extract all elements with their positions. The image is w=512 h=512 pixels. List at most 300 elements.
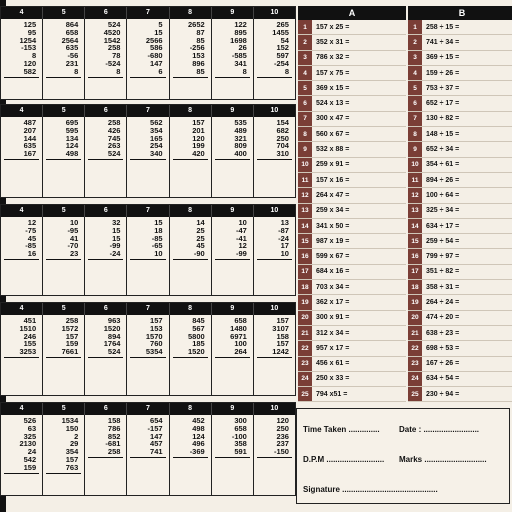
question-row[interactable]: [298, 35, 406, 50]
question-row[interactable]: [408, 20, 512, 35]
answer-space[interactable]: [85, 358, 126, 370]
question-text: 638 ÷ 23 =: [426, 329, 460, 337]
problem-number: 12: [27, 218, 37, 227]
question-row[interactable]: [408, 326, 512, 341]
problem-number: 157: [150, 316, 163, 325]
question-text: 358 ÷ 31 =: [426, 283, 460, 291]
problem-section: [0, 302, 296, 396]
problem-number: 457: [150, 439, 163, 449]
problem-column: [212, 315, 254, 395]
answer-space[interactable]: [170, 160, 211, 172]
problem-number: 32: [112, 218, 121, 227]
answer-space[interactable]: [1, 160, 42, 172]
question-row[interactable]: [298, 311, 406, 326]
problem-number: 1510: [19, 323, 37, 333]
question-row[interactable]: [298, 188, 406, 203]
answer-space[interactable]: [127, 160, 168, 172]
question-text: 157 x 16 =: [316, 176, 350, 184]
problem-number: 354: [65, 447, 79, 457]
question-index: 7: [298, 112, 312, 126]
question-index: 18: [298, 280, 312, 294]
question-text: 634 ÷ 17 =: [426, 222, 460, 230]
problem-number: -254: [273, 58, 289, 68]
question-text: 352 x 31 =: [316, 38, 350, 46]
problem-number: -256: [189, 43, 205, 53]
problem-number: -47: [236, 225, 247, 235]
problem-number: 246: [23, 331, 37, 341]
problem-number: 3253: [19, 347, 37, 357]
column-number: 5: [43, 105, 85, 117]
problem-number: 157: [192, 118, 205, 127]
question-row[interactable]: [298, 326, 406, 341]
problem-number: 704: [276, 141, 289, 151]
problem-number: 535: [234, 118, 247, 127]
problem-number: -99: [236, 249, 247, 259]
question-row[interactable]: [298, 112, 406, 127]
problem-column: [43, 217, 85, 295]
answer-space[interactable]: [43, 78, 84, 90]
question-row[interactable]: [408, 96, 512, 111]
problem-number: 2: [74, 431, 79, 441]
question-index: 2: [298, 35, 312, 49]
problem-number: 542: [23, 454, 37, 464]
answer-space[interactable]: [127, 358, 168, 370]
question-row[interactable]: [298, 387, 406, 402]
problem-number: 658: [234, 423, 247, 433]
problem-number: 489: [234, 125, 247, 135]
question-row[interactable]: [298, 142, 406, 157]
answer-space[interactable]: [85, 260, 126, 272]
question-row[interactable]: [408, 387, 512, 402]
column-number: 6: [85, 303, 127, 315]
problem-number: -153: [21, 43, 37, 53]
answer-space[interactable]: [127, 260, 168, 272]
question-row[interactable]: [298, 249, 406, 264]
problem-number: 498: [192, 423, 205, 433]
problem-number: -41: [236, 233, 247, 243]
question-index: 23: [408, 357, 422, 371]
question-row[interactable]: [408, 249, 512, 264]
column-a: [298, 6, 406, 402]
problem-number: 6: [158, 66, 163, 76]
question-row[interactable]: [408, 188, 512, 203]
problem-number: 258: [107, 118, 121, 127]
problem-number: 895: [234, 27, 247, 37]
problem-number: 745: [107, 133, 121, 143]
question-text: 684 x 16 =: [316, 268, 350, 276]
problem-number: 582: [23, 66, 37, 76]
problem-number: 682: [276, 125, 289, 135]
problem-column: [43, 415, 85, 495]
answer-space[interactable]: [254, 458, 295, 470]
question-text: 362 x 17 =: [316, 298, 350, 306]
problem-number: 7661: [61, 347, 79, 357]
problem-column: [127, 315, 169, 395]
column-number: 8: [170, 7, 212, 19]
problem-number: 358: [234, 439, 247, 449]
question-row[interactable]: [298, 51, 406, 66]
question-row[interactable]: [298, 96, 406, 111]
answer-space[interactable]: [254, 78, 295, 90]
answer-space[interactable]: [254, 160, 295, 172]
problem-number: -87: [278, 225, 289, 235]
question-row[interactable]: [408, 265, 512, 280]
problem-number: 254: [150, 141, 163, 151]
problem-number: 199: [192, 141, 205, 151]
question-row[interactable]: [298, 219, 406, 234]
problem-number: 864: [65, 20, 79, 29]
question-index: 5: [408, 81, 422, 95]
answer-space[interactable]: [1, 474, 42, 486]
question-index: 3: [298, 51, 312, 65]
question-text: 250 x 33 =: [316, 375, 350, 383]
problem-number: 167: [23, 149, 37, 159]
answer-space[interactable]: [170, 260, 211, 272]
problem-number: 420: [192, 149, 205, 159]
question-row[interactable]: [298, 357, 406, 372]
question-row[interactable]: [298, 20, 406, 35]
question-index: 25: [408, 387, 422, 401]
answer-space[interactable]: [170, 78, 211, 90]
question-index: 17: [408, 265, 422, 279]
question-row[interactable]: [408, 51, 512, 66]
question-text: 652 ÷ 34 =: [426, 146, 460, 154]
question-text: 312 x 34 =: [316, 329, 350, 337]
question-row[interactable]: [408, 341, 512, 356]
problem-number: 95: [27, 27, 37, 37]
problem-number: 85: [196, 35, 205, 45]
problem-number: 13: [280, 218, 289, 227]
question-index: 16: [298, 249, 312, 263]
question-text: 230 ÷ 94 =: [426, 390, 460, 398]
question-text: 599 x 67 =: [316, 253, 350, 261]
question-row[interactable]: [408, 357, 512, 372]
answer-space[interactable]: [170, 358, 211, 370]
problem-number: 763: [65, 462, 79, 472]
question-index: 21: [298, 326, 312, 340]
question-row[interactable]: [408, 219, 512, 234]
problem-number: 120: [276, 416, 289, 425]
problem-number: 354: [150, 125, 163, 135]
problem-column: [254, 415, 295, 495]
problem-number: 1242: [272, 347, 289, 357]
problem-number: 400: [234, 149, 247, 159]
question-text: 325 ÷ 34 =: [426, 207, 460, 215]
question-row[interactable]: [408, 127, 512, 142]
problem-number: 63: [27, 423, 37, 433]
problem-number: 45: [196, 241, 205, 251]
question-row[interactable]: [408, 142, 512, 157]
answer-space[interactable]: [254, 358, 295, 370]
question-index: 7: [408, 112, 422, 126]
problem-number: 18: [154, 225, 163, 235]
column-a-header: A: [298, 6, 406, 20]
problem-column: [85, 315, 127, 395]
question-index: 5: [298, 81, 312, 95]
answer-space[interactable]: [1, 358, 42, 370]
marks-label: Marks ............................: [399, 455, 487, 464]
problem-number: 5: [158, 20, 163, 29]
problem-number: 1520: [103, 323, 121, 333]
answer-space[interactable]: [1, 260, 42, 272]
problem-number: 586: [150, 43, 163, 53]
signature-label: Signature ...........................................: [303, 485, 438, 494]
question-text: 258 ÷ 15 =: [426, 23, 460, 31]
problem-column: [170, 19, 212, 99]
answer-space[interactable]: [170, 458, 211, 470]
question-text: 157 x 25 =: [316, 23, 350, 31]
question-text: 354 ÷ 61 =: [426, 161, 460, 169]
question-text: 652 ÷ 17 =: [426, 100, 460, 108]
problem-number: 5800: [188, 331, 205, 341]
problem-number: 496: [192, 439, 205, 449]
problem-number: 152: [276, 43, 289, 53]
question-row[interactable]: [298, 204, 406, 219]
answer-space[interactable]: [212, 358, 253, 370]
column-number: 4: [1, 105, 43, 117]
question-row[interactable]: [408, 311, 512, 326]
question-row[interactable]: [408, 234, 512, 249]
question-row[interactable]: [408, 158, 512, 173]
question-index: 22: [408, 341, 422, 355]
problem-number: 25: [196, 233, 205, 243]
column-number: 10: [270, 107, 279, 114]
answer-space[interactable]: [85, 458, 126, 470]
answer-space[interactable]: [212, 260, 253, 272]
problem-number: 25: [196, 225, 205, 235]
question-text: 698 ÷ 53 =: [426, 344, 460, 352]
question-text: 560 x 67 =: [316, 130, 350, 138]
problem-number: -24: [109, 249, 121, 259]
answer-space[interactable]: [254, 260, 295, 272]
question-row[interactable]: [408, 280, 512, 295]
question-text: 369 ÷ 15 =: [426, 54, 460, 62]
problem-number: 562: [150, 118, 163, 127]
problem-number: 1764: [103, 339, 121, 349]
problem-number: 263: [107, 141, 121, 151]
problem-number: -524: [105, 58, 121, 68]
problem-number: -681: [105, 439, 121, 449]
question-index: 12: [298, 188, 312, 202]
question-index: 4: [408, 66, 422, 80]
problem-number: 1542: [103, 35, 121, 45]
problem-section: [0, 402, 296, 496]
problem-number: 591: [234, 447, 247, 457]
problem-number: 258: [107, 447, 121, 457]
answer-space[interactable]: [212, 160, 253, 172]
problem-number: 524: [107, 347, 121, 357]
problem-number: 231: [65, 58, 79, 68]
question-text: 157 x 75 =: [316, 69, 350, 77]
answer-space[interactable]: [43, 260, 84, 272]
problem-number: 896: [192, 58, 205, 68]
problem-number: 10: [238, 218, 247, 227]
problem-number: 2564: [61, 35, 79, 45]
date-label: Date : .........................: [399, 425, 480, 434]
question-row[interactable]: [408, 173, 512, 188]
problem-column: [127, 415, 169, 495]
question-text: 703 x 34 =: [316, 283, 350, 291]
question-row[interactable]: [408, 81, 512, 96]
question-index: 3: [408, 51, 422, 65]
question-text: 300 x 91 =: [316, 314, 350, 322]
problem-number: -369: [189, 447, 205, 457]
question-row[interactable]: [298, 234, 406, 249]
answer-space[interactable]: [1, 78, 42, 90]
question-text: 794 x51 =: [316, 390, 348, 398]
question-row[interactable]: [298, 81, 406, 96]
answer-space[interactable]: [85, 78, 126, 90]
problem-number: 155: [23, 339, 37, 349]
problem-number: 2652: [188, 20, 205, 29]
problem-number: -95: [67, 225, 79, 235]
problem-number: 15: [154, 218, 163, 227]
question-row[interactable]: [408, 295, 512, 310]
question-index: 20: [408, 311, 422, 325]
column-number: 4: [1, 303, 43, 315]
column-number: 6: [85, 403, 127, 415]
problem-number: 87: [196, 27, 205, 37]
column-number: 6: [85, 7, 127, 19]
problem-column: [254, 217, 295, 295]
problem-number: 15: [112, 225, 121, 235]
question-row[interactable]: [298, 127, 406, 142]
question-row[interactable]: [408, 204, 512, 219]
problem-number: 809: [234, 141, 247, 151]
problem-number: 26: [238, 43, 247, 53]
answer-space[interactable]: [127, 458, 168, 470]
section-header-row: [1, 303, 295, 315]
column-number: 4: [1, 7, 43, 19]
question-text: 474 ÷ 20 =: [426, 314, 460, 322]
question-index: 13: [408, 204, 422, 218]
problem-column: [1, 315, 43, 395]
problem-number: 185: [192, 339, 205, 349]
problem-column: [212, 117, 254, 197]
question-row[interactable]: [408, 112, 512, 127]
problem-column: [127, 117, 169, 197]
question-index: 8: [298, 127, 312, 141]
question-index: 24: [408, 372, 422, 386]
section-header-row: [1, 205, 295, 217]
problem-number: 8: [31, 51, 37, 61]
problem-number: 786: [107, 423, 121, 433]
column-number: 10: [270, 405, 279, 412]
question-index: 6: [298, 96, 312, 110]
problem-column: [212, 217, 254, 295]
question-text: 159 ÷ 26 =: [426, 69, 460, 77]
problem-number: 236: [276, 431, 289, 441]
question-row[interactable]: [408, 372, 512, 387]
column-b: [408, 6, 512, 402]
answer-space[interactable]: [43, 160, 84, 172]
problem-number: 10: [69, 218, 79, 227]
column-number: 5: [43, 7, 85, 19]
answer-space[interactable]: [43, 358, 84, 370]
column-number: 9: [212, 303, 254, 315]
column-number: 7: [127, 7, 169, 19]
problem-number: 10: [154, 249, 163, 259]
question-row[interactable]: [298, 265, 406, 280]
section-header-row: [1, 7, 295, 19]
question-index: 9: [408, 142, 422, 156]
problem-number: 250: [276, 133, 289, 143]
problem-number: 321: [234, 133, 247, 143]
question-row[interactable]: [298, 295, 406, 310]
problem-number: -90: [193, 249, 205, 259]
answer-space[interactable]: [127, 78, 168, 90]
question-text: 786 x 32 =: [316, 54, 350, 62]
problem-number: 54: [280, 35, 289, 45]
question-index: 16: [408, 249, 422, 263]
problem-number: -680: [147, 51, 163, 61]
question-index: 25: [298, 387, 312, 401]
answer-space[interactable]: [212, 458, 253, 470]
problem-number: 310: [276, 149, 289, 159]
problem-column: [1, 19, 43, 99]
question-row[interactable]: [298, 173, 406, 188]
question-row[interactable]: [408, 66, 512, 81]
question-text: 532 x 88 =: [316, 146, 350, 154]
problem-number: 452: [192, 416, 205, 425]
question-row[interactable]: [298, 158, 406, 173]
question-index: 11: [298, 173, 312, 187]
problem-number: 340: [150, 149, 163, 159]
problem-number: 16: [27, 249, 37, 259]
answer-space[interactable]: [212, 78, 253, 90]
problem-number: 24: [27, 447, 37, 457]
problem-number: 524: [107, 149, 121, 159]
problem-number: 1698: [230, 35, 247, 45]
question-text: 259 x 91 =: [316, 161, 350, 169]
problem-number: 45: [27, 233, 37, 243]
question-text: 264 ÷ 24 =: [426, 298, 460, 306]
problem-number: 158: [107, 416, 121, 425]
problem-number: 1480: [230, 323, 247, 333]
problem-column: [170, 217, 212, 295]
question-index: 21: [408, 326, 422, 340]
problem-number: 8: [242, 66, 247, 76]
problem-column: [85, 415, 127, 495]
question-row[interactable]: [298, 372, 406, 387]
problem-column: [43, 315, 85, 395]
problem-number: 154: [276, 118, 289, 127]
question-text: 741 ÷ 34 =: [426, 38, 460, 46]
dpm-label: D.P.M ..........................: [303, 455, 385, 464]
question-row[interactable]: [298, 341, 406, 356]
answer-space[interactable]: [85, 160, 126, 172]
question-row[interactable]: [298, 66, 406, 81]
problem-number: 498: [65, 149, 79, 159]
problem-number: -99: [109, 241, 121, 251]
problem-number: 487: [23, 118, 37, 127]
problem-number: 264: [234, 347, 247, 357]
column-number: 7: [127, 105, 169, 117]
question-row[interactable]: [298, 280, 406, 295]
problem-number: 695: [65, 118, 79, 127]
question-row[interactable]: [408, 35, 512, 50]
question-index: 17: [298, 265, 312, 279]
problem-number: 2566: [145, 35, 163, 45]
column-number: 8: [170, 303, 212, 315]
section-header-row: [1, 105, 295, 117]
question-index: 20: [298, 311, 312, 325]
problem-number: -65: [151, 241, 163, 251]
column-number: 9: [212, 403, 254, 415]
problem-number: 852: [107, 431, 121, 441]
answer-space[interactable]: [43, 474, 84, 486]
column-number: 9: [212, 7, 254, 19]
